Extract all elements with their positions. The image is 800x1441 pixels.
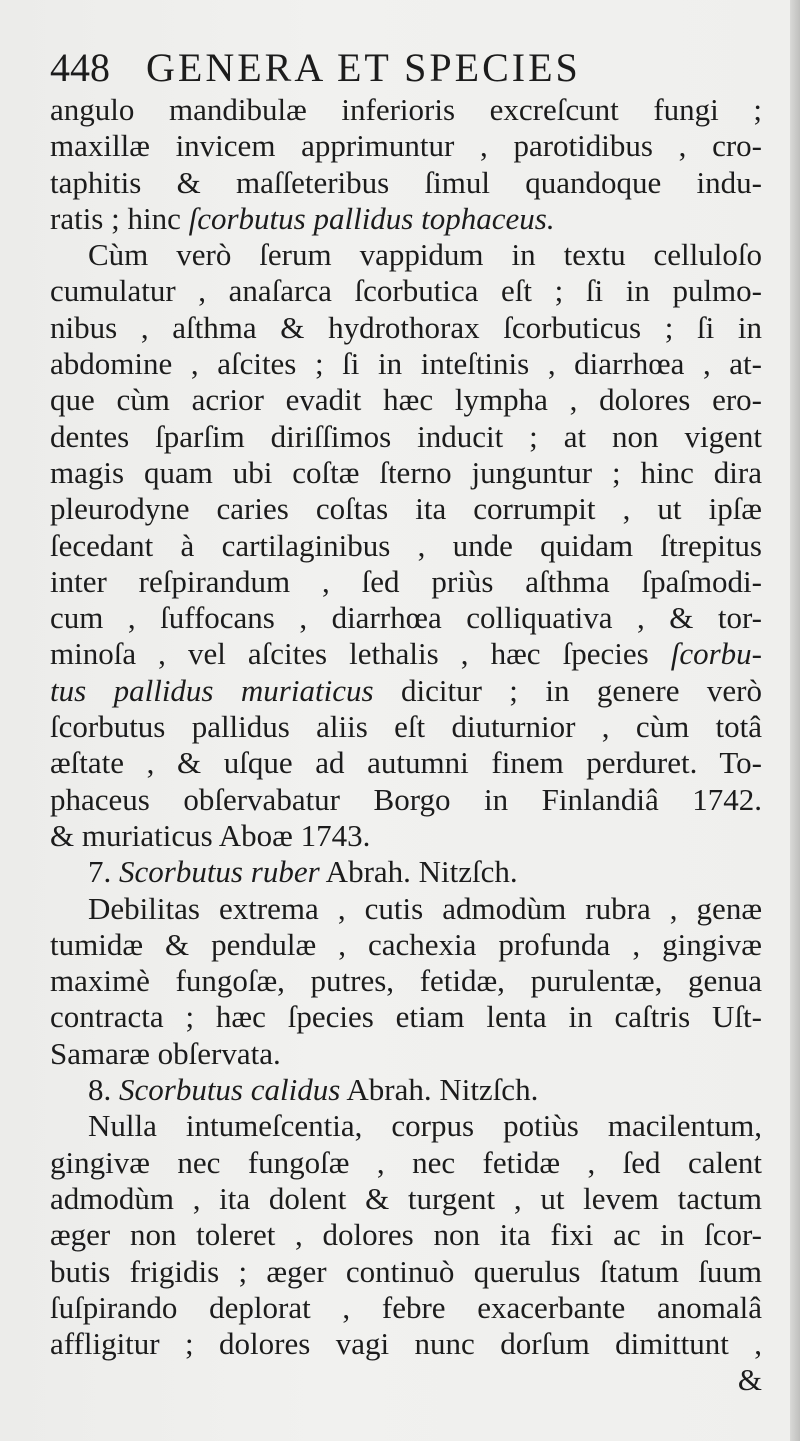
italic-span: ſcorbu- bbox=[670, 636, 762, 672]
text-line: maximè fungoſæ, putres, fetidæ, purulentæ, genua bbox=[50, 963, 762, 999]
text-line: Nulla intumeſcentia, corpus potiùs macilentum, bbox=[88, 1108, 762, 1144]
italic-span: tus pallidus muriaticus bbox=[50, 672, 374, 708]
text-span: dicitur ; in genere verò bbox=[373, 672, 762, 708]
text-line: pleurodyne caries coſtas ita corrumpit , ut ipſæ bbox=[50, 491, 762, 527]
text-line: Debilitas extrema , cutis admodùm rubra , genæ bbox=[88, 890, 762, 926]
text-line bbox=[50, 636, 762, 672]
text-line: contracta ; hæc ſpecies etiam lenta in caſtris Uſt- bbox=[50, 999, 762, 1035]
text-line: Cùm verò ſerum vappidum in textu celluloſo bbox=[88, 237, 762, 273]
italic-span: Scorbutus calidus bbox=[119, 1072, 341, 1108]
text-line: maxillæ invicem apprimuntur , parotidibus , cro- bbox=[50, 128, 762, 164]
text-line: & muriaticus Aboæ 1743. bbox=[50, 817, 371, 853]
text-line: ſecedant à cartilaginibus , unde quidam ſtrepitus bbox=[50, 527, 762, 563]
text-span: minoſa , vel aſcites lethalis , hæc ſpecies bbox=[50, 636, 671, 672]
text-line: magis quam ubi coſtæ ſterno junguntur ; hinc dira bbox=[50, 454, 762, 490]
text-line: affligitur ; dolores vagi nunc dorſum dimittunt , bbox=[50, 1326, 762, 1362]
text-line: tumidæ & pendulæ , cachexia profunda , gingivæ bbox=[50, 926, 762, 962]
text-line: ſcorbutus pallidus aliis eſt diuturnior , cùm totâ bbox=[50, 709, 762, 745]
text-line: æſtate , & uſque ad autumni finem perduret. To- bbox=[50, 745, 762, 781]
italic-span: ſcorbutus pallidus tophaceus. bbox=[188, 200, 555, 236]
text-line: cumulatur , anaſarca ſcorbutica eſt ; ſi in pulmo- bbox=[50, 273, 762, 309]
text-line: Samaræ obſervata. bbox=[50, 1035, 281, 1071]
text-line bbox=[50, 201, 762, 237]
page-edge-shadow bbox=[790, 0, 800, 1441]
text-span: 8. bbox=[88, 1072, 119, 1108]
text-span: ratis ; hinc bbox=[50, 200, 189, 236]
page-number: 448 bbox=[50, 45, 110, 90]
text-span: Abrah. Nitzſch. bbox=[340, 1072, 539, 1108]
text-line: æger non toleret , dolores non ita fixi ac in ſcor- bbox=[50, 1217, 762, 1253]
running-header bbox=[50, 44, 770, 92]
text-line: nibus , aſthma & hydrothorax ſcorbuticus ; ſi in bbox=[50, 309, 762, 345]
text-line: dentes ſparſim diriſſimos inducit ; at non vigent bbox=[50, 418, 762, 454]
text-line: cum , ſuffocans , diarrhœa colliquativa , & tor- bbox=[50, 600, 762, 636]
text-line: admodùm , ita dolent & turgent , ut levem tactum bbox=[50, 1180, 762, 1216]
text-line: que cùm acrior evadit hæc lympha , dolores ero- bbox=[50, 382, 762, 418]
text-span: 7. bbox=[88, 854, 119, 890]
text-line: gingivæ nec fungoſæ , nec fetidæ , ſed calent bbox=[50, 1144, 762, 1180]
text-line bbox=[50, 1072, 762, 1108]
text-line: taphitis & maſſeteribus ſimul quandoque indu- bbox=[50, 164, 762, 200]
body-text bbox=[50, 92, 762, 1399]
text-line: phaceus obſervabatur Borgo in Finlandiâ 1742. bbox=[50, 781, 762, 817]
text-span: Abrah. Nitzſch. bbox=[319, 854, 518, 890]
text-line bbox=[50, 854, 762, 890]
text-line: inter reſpirandum , ſed priùs aſthma ſpaſmodi- bbox=[50, 563, 762, 599]
italic-span: Scorbutus ruber bbox=[119, 854, 320, 890]
text-line: & bbox=[737, 1362, 762, 1398]
running-title: GENERA ET SPECIES bbox=[146, 45, 581, 90]
text-line: angulo mandibulæ inferioris excreſcunt fungi ; bbox=[50, 92, 762, 127]
text-line: ſuſpirando deplorat , febre exacerbante anomalâ bbox=[50, 1289, 762, 1325]
text-line: abdomine , aſcites ; ſi in inteſtinis , diarrhœa , at- bbox=[50, 346, 762, 382]
text-line bbox=[50, 673, 762, 709]
text-line: butis frigidis ; æger continuò querulus ſtatum ſuum bbox=[50, 1253, 762, 1289]
